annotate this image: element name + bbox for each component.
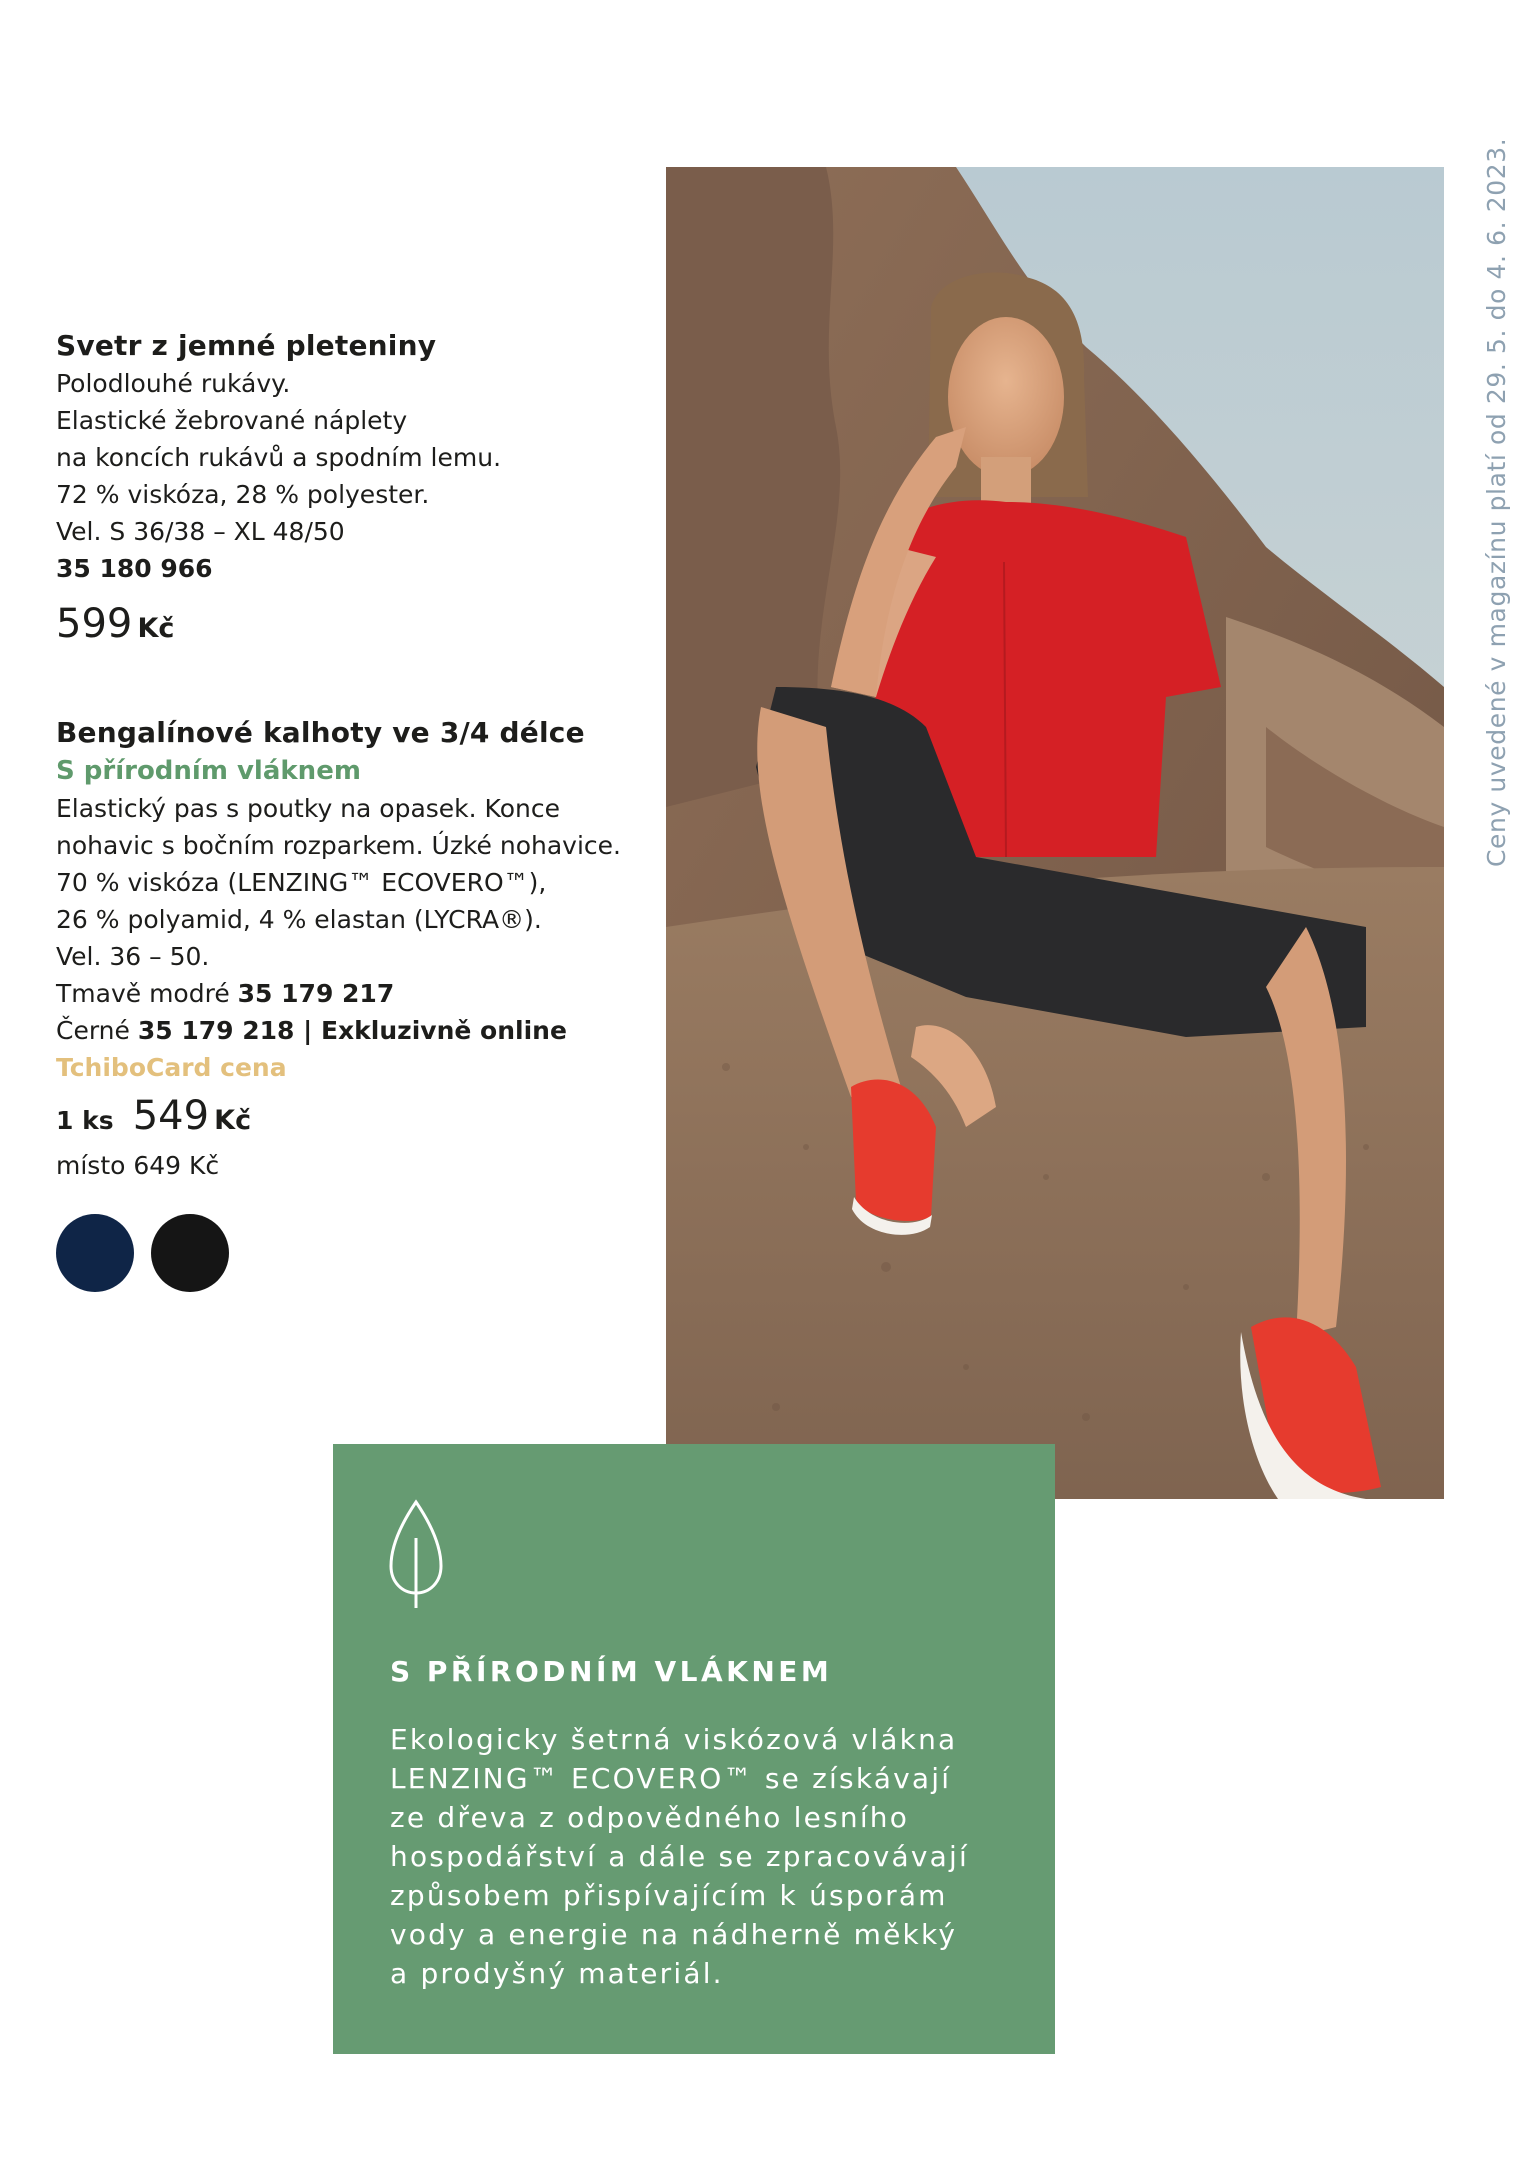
product-title: Svetr z jemné pleteniny [56, 329, 437, 362]
product-subtitle: S přírodním vláknem [56, 756, 361, 786]
product-description-line: nohavic s bočním rozparkem. Úzké nohavice. [56, 831, 621, 860]
eco-info-box [333, 1444, 1055, 2054]
product-description-line: 70 % viskóza (LENZING™ ECOVERO™), [56, 868, 547, 897]
price-currency: Kč [137, 613, 175, 644]
tchibocard-price-label: TchiboCard cena [56, 1053, 287, 1082]
product-description-line: 72 % viskóza, 28 % polyester. [56, 480, 430, 509]
article-number: 35 179 218 | Exkluzivně online [137, 1016, 567, 1045]
eco-text-line: ze dřeva z odpovědného lesního [390, 1801, 910, 1834]
variant-navy [56, 975, 656, 1012]
price [56, 601, 656, 655]
color-swatches [56, 1214, 656, 1292]
article-number: 35 180 966 [56, 554, 213, 583]
price-currency: Kč [214, 1105, 252, 1136]
eco-text-line: LENZING™ ECOVERO™ se získávají [390, 1762, 952, 1795]
eco-text-line: způsobem přispívajícím k úsporám [390, 1879, 948, 1912]
variant-label: Tmavě modré [56, 979, 230, 1008]
leaf-icon [387, 1498, 445, 1614]
variant-black [56, 1012, 656, 1049]
article-number: 35 179 217 [237, 979, 395, 1008]
product-sweater [56, 327, 656, 655]
eco-title: S PŘÍRODNÍM VLÁKNEM [390, 1655, 833, 1688]
price [56, 1093, 656, 1147]
product-trousers [56, 714, 656, 1292]
eco-text [390, 1720, 1010, 1993]
eco-text-line: vody a energie na nádherně měkký [390, 1918, 958, 1951]
variant-label: Černé [56, 1016, 130, 1045]
product-title: Bengalínové kalhoty ve 3/4 délce [56, 716, 585, 749]
product-description-line: Polodlouhé rukávy. [56, 369, 291, 398]
product-sizes: Vel. S 36/38 – XL 48/50 [56, 517, 345, 546]
product-description-line: Elastické žebrované náplety [56, 406, 408, 435]
swatch-navy[interactable] [56, 1214, 134, 1292]
price-validity-note: Ceny uvedené v magazínu platí od 29. 5. do 4. 6. 2023. [1482, 137, 1511, 867]
product-description-line: 26 % polyamid, 4 % elastan (LYCRA®). [56, 905, 542, 934]
product-description-line: na koncích rukávů a spodním lemu. [56, 443, 502, 472]
price-value: 599 [56, 601, 133, 647]
old-price: místo 649 Kč [56, 1151, 220, 1180]
product-sizes: Vel. 36 – 50. [56, 942, 210, 971]
swatch-black[interactable] [151, 1214, 229, 1292]
price-value: 549 [132, 1093, 210, 1139]
eco-text-line: Ekologicky šetrná viskózová vlákna [390, 1723, 958, 1756]
eco-text-line: a prodyšný materiál. [390, 1957, 724, 1990]
product-photo [666, 167, 1444, 1499]
product-description-line: Elastický pas s poutky na opasek. Konce [56, 794, 560, 823]
price-quantity: 1 ks [56, 1106, 114, 1135]
eco-text-line: hospodářství a dále se zpracovávají [390, 1840, 969, 1873]
